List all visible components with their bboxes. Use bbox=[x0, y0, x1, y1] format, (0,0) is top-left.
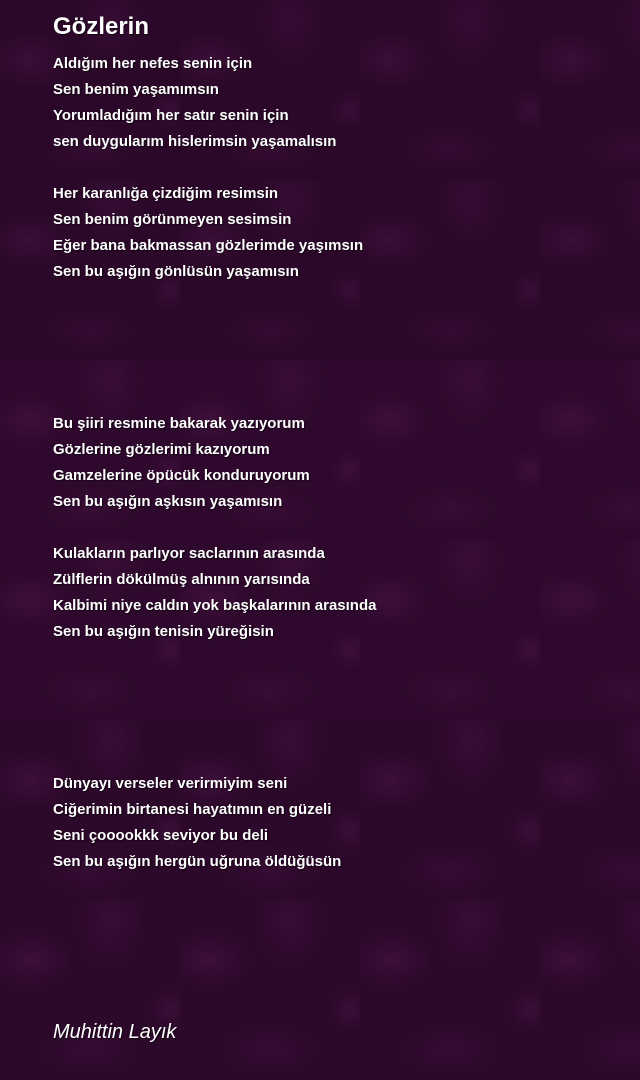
poem-line: sen duygularım hislerimsin yaşamalısın bbox=[53, 133, 337, 150]
stanza-3 bbox=[53, 411, 310, 515]
poem-line: Aldığım her nefes senin için bbox=[53, 55, 253, 72]
poem-line: Yorumladığım her satır senin için bbox=[53, 107, 289, 124]
poem-line: Sen bu aşığın aşkısın yaşamısın bbox=[53, 493, 283, 510]
poem-line: Ciğerimin birtanesi hayatımın en güzeli bbox=[53, 801, 332, 818]
stanza-2 bbox=[53, 181, 363, 285]
poem-line: Seni çooookkk seviyor bu deli bbox=[53, 827, 269, 844]
poem-line: Eğer bana bakmassan gözlerimde yaşımsın bbox=[53, 237, 364, 254]
stanza-1 bbox=[53, 51, 336, 155]
stanza-4 bbox=[53, 541, 376, 645]
author-name: Muhittin Layık bbox=[53, 1021, 177, 1043]
poem-line: Dünyayı verseler verirmiyim seni bbox=[53, 775, 288, 792]
poem-line: Kulakların parlıyor saclarının arasında bbox=[53, 545, 325, 562]
poem-line: Sen benim görünmeyen sesimsin bbox=[53, 211, 292, 228]
poem-line: Gamzelerine öpücük konduruyorum bbox=[53, 467, 310, 484]
poem-line: Sen benim yaşamımsın bbox=[53, 81, 219, 98]
poem-line: Sen bu aşığın hergün uğruna öldüğüsün bbox=[53, 853, 342, 870]
poem-line: Kalbimi niye caldın yok başkalarının arasında bbox=[53, 597, 377, 614]
poem-line: Her karanlığa çizdiğim resimsin bbox=[53, 185, 279, 202]
poem-line: Gözlerine gözlerimi kazıyorum bbox=[53, 441, 270, 458]
poem-title: Gözlerin bbox=[53, 13, 150, 40]
stanza-5 bbox=[53, 771, 341, 875]
poem-line: Bu şiiri resmine bakarak yazıyorum bbox=[53, 415, 305, 432]
poem-line: Sen bu aşığın tenisin yüreğisin bbox=[53, 623, 274, 640]
poem-line: Sen bu aşığın gönlüsün yaşamısın bbox=[53, 263, 299, 280]
poem-line: Zülflerin dökülmüş alnının yarısında bbox=[53, 571, 310, 588]
